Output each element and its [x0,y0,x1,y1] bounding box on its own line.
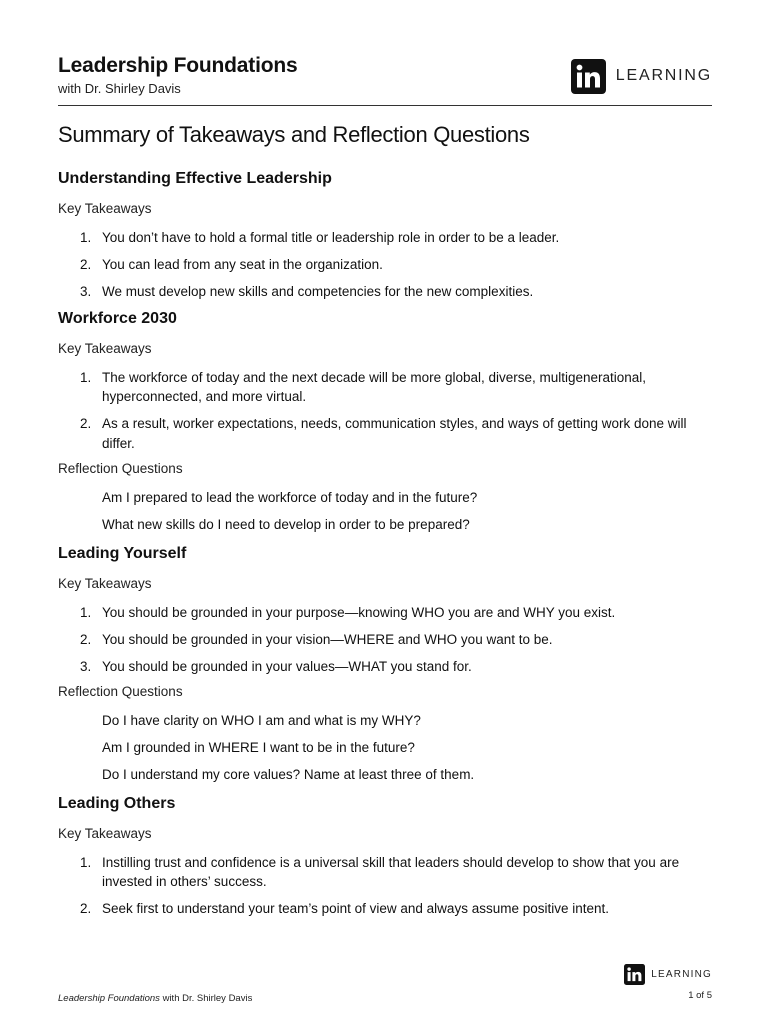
key-takeaways-label: Key Takeaways [58,575,152,591]
list-item [58,853,712,892]
reflection-question: What new skills do I need to develop in order to be prepared? [102,517,470,532]
list-item [58,630,712,650]
item-number: 2. [80,901,92,916]
document-title: Summary of Takeaways and Reflection Questions [58,122,530,147]
section-heading: Leading Yourself [58,544,187,562]
learning-wordmark: LEARNING [615,67,712,84]
reflection-question: Am I grounded in WHERE I want to be in the future? [102,740,415,755]
reflection-questions-list [58,488,712,535]
footer-learning-wordmark: LEARNING [651,969,712,980]
key-takeaways-label: Key Takeaways [58,825,152,841]
item-text: The workforce of today and the next decade will be more global, diverse, multigenerational, hyperconnected, and more virtual. [102,369,647,404]
footer-course-credit [58,993,252,1004]
list-item [58,228,712,248]
takeaways-list [58,853,712,919]
list-item [58,899,712,919]
course-author: with Dr. Shirley Davis [58,81,181,96]
takeaways-list [58,368,712,454]
section-understanding-effective-leadership [58,170,712,302]
document-body [58,122,712,927]
list-item [58,414,712,453]
section-leading-yourself [58,545,712,785]
list-item [58,603,712,623]
section-heading: Workforce 2030 [58,309,177,327]
footer-course-title: Leadership Foundations [58,993,160,1004]
footer-course-author: with Dr. Shirley Davis [159,993,253,1004]
takeaways-list [58,228,712,302]
reflection-questions-label: Reflection Questions [58,461,183,476]
list-item [58,657,712,677]
footer-branding [624,964,712,1001]
reflection-questions-list [58,711,712,785]
course-title: Leadership Foundations [58,54,298,77]
item-text: You should be grounded in your vision—WHERE and WHO you want to be. [102,631,553,647]
reflection-question: Am I prepared to lead the workforce of today and in the future? [102,490,478,505]
item-number: 1. [80,369,92,385]
list-item [58,255,712,275]
key-takeaways-label: Key Takeaways [58,340,152,356]
section-heading: Understanding Effective Leadership [58,170,332,187]
key-takeaways-label: Key Takeaways [58,201,152,216]
linkedin-in-icon [624,964,645,985]
item-number: 2. [80,631,92,647]
item-number: 1. [80,230,92,245]
item-number: 3. [80,284,92,299]
item-text: You can lead from any seat in the organization. [102,257,383,272]
item-text: Instilling trust and confidence is a universal skill that leaders should develop to show that you are invested in others’ success. [102,854,680,889]
list-item [58,282,712,302]
item-number: 2. [80,257,92,272]
item-text: You should be grounded in your purpose—knowing WHO you are and WHY you exist. [102,604,616,620]
item-text: We must develop new skills and competencies for the new complexities. [102,284,534,299]
footer-linkedin-learning-logo [624,964,712,985]
linkedin-in-icon [571,59,606,94]
reflection-questions-label: Reflection Questions [58,684,183,699]
page-number: 1 of 5 [688,990,712,1001]
section-workforce-2030 [58,310,712,535]
item-text: Seek first to understand your team’s point of view and always assume positive intent. [102,901,610,916]
item-text: You should be grounded in your values—WHAT you stand for. [102,658,472,674]
document-header [58,54,712,106]
takeaways-list [58,603,712,677]
item-number: 1. [80,854,92,870]
section-leading-others [58,795,712,919]
item-number: 2. [80,416,92,431]
linkedin-learning-logo [571,58,712,94]
list-item [58,368,712,407]
item-number: 1. [80,604,92,620]
item-text: You don’t have to hold a formal title or leadership role in order to be a leader. [102,230,560,245]
section-heading: Leading Others [58,794,176,812]
item-number: 3. [80,658,92,674]
document-footer [58,964,712,1004]
reflection-question: Do I understand my core values? Name at least three of them. [102,767,475,782]
item-text: As a result, worker expectations, needs, communication styles, and ways of getting work done will differ. [102,416,687,451]
reflection-question: Do I have clarity on WHO I am and what is my WHY? [102,713,421,728]
